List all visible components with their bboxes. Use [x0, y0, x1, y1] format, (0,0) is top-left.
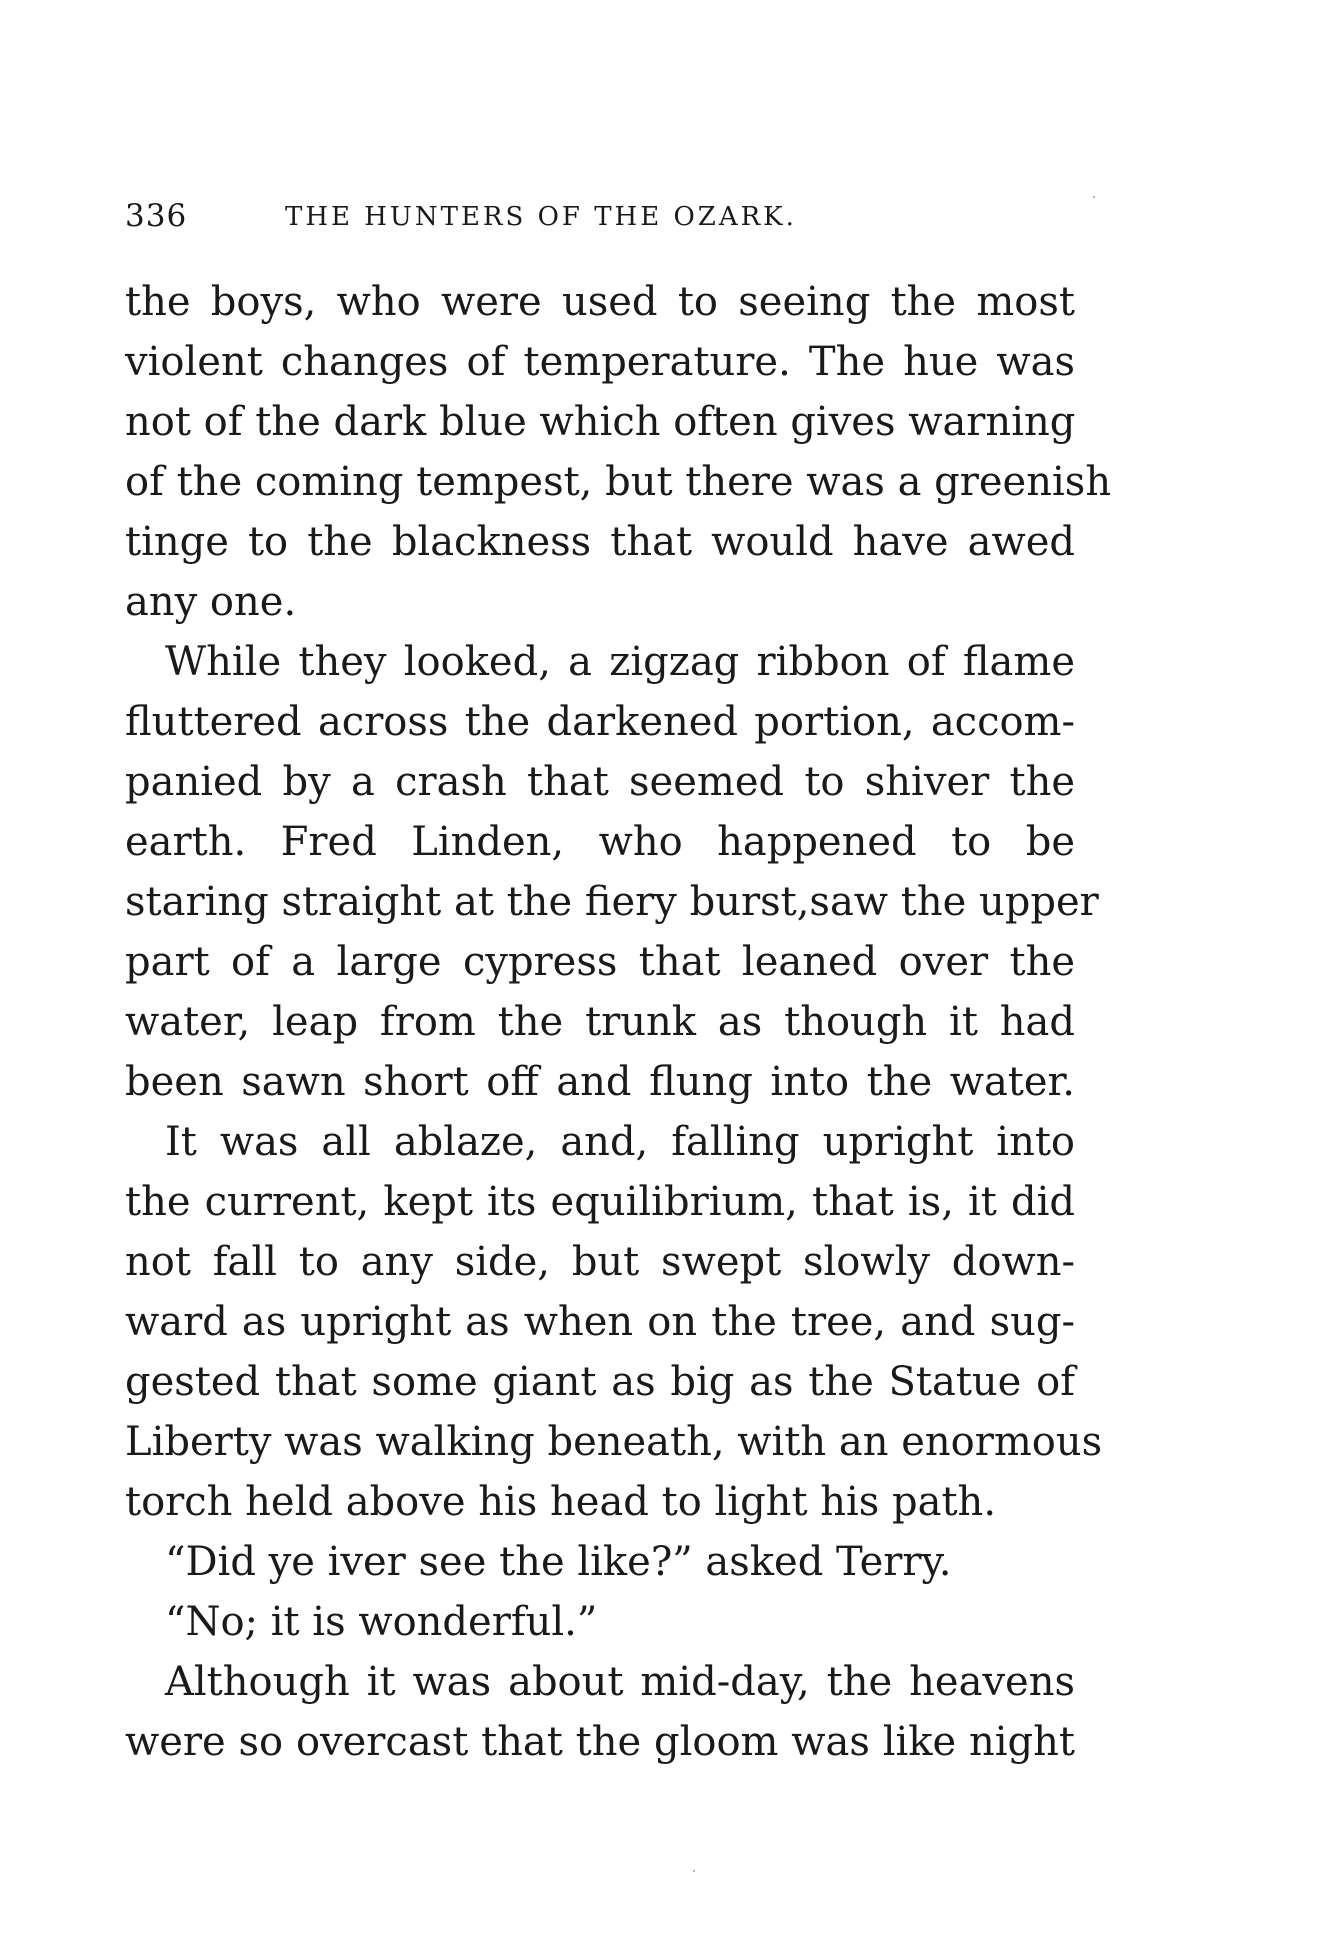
text-line: “No; it is wonderful.”	[165, 1599, 598, 1645]
text-line: the boys, who were used to seeing the most	[125, 279, 1075, 325]
page-number: 336	[125, 198, 188, 234]
text-line: been sawn short off and flung into the water.	[125, 1059, 1075, 1105]
text-line: violent changes of temperature. The hue was	[125, 339, 1075, 385]
text-line: were so overcast that the gloom was like night	[125, 1719, 1075, 1765]
text-line: torch held above his head to light his path.	[125, 1479, 997, 1525]
text-line: ward as upright as when on the tree, and sug-	[125, 1299, 1075, 1345]
text-line: of the coming tempest, but there was a greenish	[125, 459, 1112, 505]
text-line: Although it was about mid-day, the heavens	[165, 1659, 1075, 1705]
body-text	[125, 272, 1112, 1772]
text-line: not of the dark blue which often gives warning	[125, 399, 1076, 445]
text-line: staring straight at the fiery burst,saw the upper	[125, 879, 1099, 925]
text-line: gested that some giant as big as the Statue of	[125, 1359, 1075, 1405]
book-title: THE HUNTERS OF THE OZARK.	[285, 202, 797, 232]
text-line: the current, kept its equilibrium, that is, it did	[125, 1179, 1075, 1225]
paper-speck	[1093, 196, 1095, 198]
text-line: water, leap from the trunk as though it had	[125, 999, 1075, 1045]
text-line: fluttered across the darkened portion, accom-	[125, 699, 1075, 745]
text-line: “Did ye iver see the like?” asked Terry.	[165, 1539, 952, 1585]
text-line: Liberty was walking beneath, with an enormous	[125, 1419, 1103, 1465]
running-head	[125, 198, 1075, 248]
text-line: While they looked, a zigzag ribbon of flame	[165, 639, 1075, 685]
text-line: It was all ablaze, and, falling upright into	[165, 1119, 1075, 1165]
text-line: earth. Fred Linden, who happened to be	[125, 819, 1075, 865]
text-line: tinge to the blackness that would have awed	[125, 519, 1075, 565]
text-line: not fall to any side, but swept slowly down-	[125, 1239, 1075, 1285]
text-line: panied by a crash that seemed to shiver the	[125, 759, 1075, 805]
text-line: part of a large cypress that leaned over the	[125, 939, 1075, 985]
paper-speck	[693, 1870, 695, 1872]
text-line: any one.	[125, 579, 297, 625]
